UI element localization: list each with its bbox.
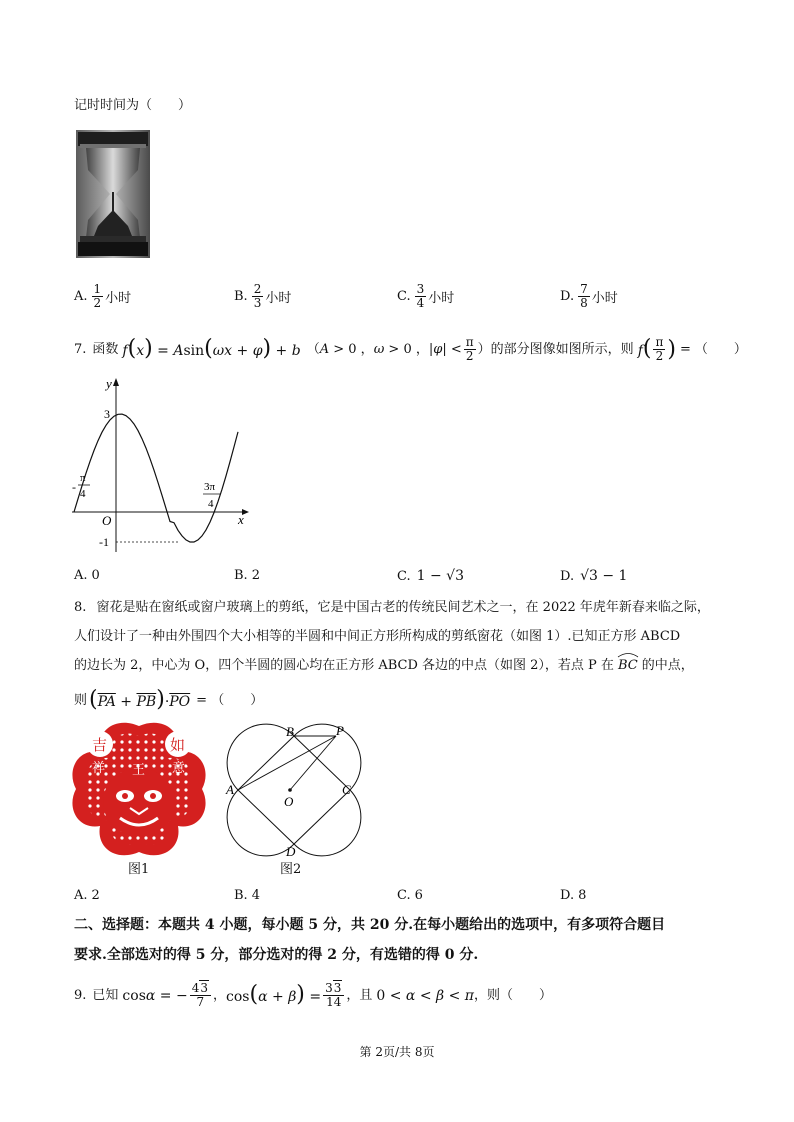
segment-po [290, 736, 336, 790]
section2-line2: 要求.全部选对的得 5 分，部分选对的得 2 分，有选错的得 0 分. [74, 947, 479, 963]
geometry-figure [222, 722, 362, 858]
x-axis-label: x [238, 512, 244, 527]
q6-stem-end: 记时时间为（ ） [74, 98, 192, 113]
label-p: P [336, 723, 344, 738]
label-a: A [226, 782, 234, 797]
paper-cut-figure [70, 722, 208, 856]
fraction: $\frac{33}{14}$ [323, 982, 344, 1009]
fig1-char-wang: 王 [132, 763, 146, 778]
fraction: $\frac{43}{7}$ [190, 982, 211, 1009]
q8-line2: 人们设计了一种由外围四个大小相等的半圆和中间正方形所构成的剪纸窗花（如图 1）.已知正方形 ABCD [74, 629, 681, 644]
y-axis-arrow [113, 378, 119, 386]
q7-target-expr: f( [637, 336, 652, 361]
arc-bc: BC [618, 656, 638, 676]
q8-option-d[interactable]: D. 8 [560, 888, 587, 903]
q9-stem: 9. 已知 cosα = − $\frac{43}{7}$ ， cos(α + β) = $\frac{33}{14}$ ，且 0 < α < β < π ，则（ ） [74, 981, 552, 1009]
label-b: B [286, 724, 294, 739]
right-label-den: 4 [208, 498, 214, 510]
q7-option-d[interactable]: D. √3 − 1 [560, 568, 628, 584]
q8-vector-expr: $(\overline{PA} + \overline{PB})\cdot\overline{PO}$ [89, 687, 191, 712]
q9-cos-sum: cos(α + β) = [226, 982, 322, 1007]
q7-conditions: （A > 0 ，ω > 0 ，|φ| < [306, 341, 462, 357]
q7-stem: 7. 函数 f(x) = Asin(ωx + φ) + b （A > 0 ，ω > 0 ，|φ| < $\frac{\pi}{2}$ ） 的部分图像如图所示，则 f( $\frac{\pi}{2}$ ) = （ ） [74, 335, 747, 363]
fig1-char-yi: 意 [172, 761, 186, 776]
q8-option-c[interactable]: C. 6 [397, 888, 423, 903]
y-axis-label: y [106, 376, 112, 391]
label-c: C [342, 782, 351, 797]
q8-line3: 的边长为 2，中心为 O，四个半圆的圆心均在正方形 ABCD 各边的中点（如图 2），若点 P 在 BC 的中点， [74, 656, 694, 676]
q9-cos-alpha: cosα = − [122, 987, 188, 1004]
q7-graph [66, 374, 252, 560]
fraction: $\frac{\pi}{2}$ [655, 335, 664, 363]
fig1-char-ru: 如 [170, 736, 186, 754]
y-max-label: 3 [104, 407, 110, 421]
q8-option-a[interactable]: A. 2 [74, 888, 100, 903]
semicircle-bc [294, 724, 361, 790]
q7-option-c[interactable]: C. 1 − √3 [397, 568, 464, 584]
fig1-char-xiang: 祥 [92, 761, 106, 776]
q6-option-d[interactable]: D. $\frac{7}{8}$ 小时 [560, 282, 618, 310]
q8-line4: 则 $(\overline{PA} + \overline{PB})\cdot\overline{PO}$ = （ ） [74, 687, 264, 712]
point-o [288, 788, 292, 792]
q9-range: 0 < α < β < π [376, 987, 474, 1004]
origin-label: O [102, 513, 112, 528]
q8-option-b[interactable]: B. 4 [234, 888, 260, 903]
fraction: $\frac{2}{3}$ [253, 282, 262, 310]
sine-curve [74, 414, 238, 542]
q7-option-a[interactable]: A. 0 [74, 568, 100, 583]
fraction: $\frac{1}{2}$ [93, 282, 102, 310]
hourglass-image [76, 130, 150, 258]
semicircle-cd [294, 790, 361, 856]
q6-option-a[interactable]: A. $\frac{1}{2}$ 小时 [74, 282, 132, 310]
fraction: $\frac{\pi}{2}$ [465, 335, 474, 363]
fig1-char-ji: 吉 [92, 736, 108, 754]
fraction: $\frac{7}{8}$ [580, 282, 588, 310]
q7-function-expr: f(x) = Asin(ωx + φ) + b [122, 336, 301, 361]
fig1-caption: 图1 [128, 862, 150, 877]
q8-line1: 8. 窗花是贴在窗纸或窗户玻璃上的剪纸，它是中国古老的传统民间艺术之一，在 2022 年虎年新春来临之际， [74, 600, 710, 615]
square-abcd [238, 736, 350, 844]
semicircle-ab [227, 724, 294, 790]
q6-option-b[interactable]: B. $\frac{2}{3}$ 小时 [234, 282, 292, 310]
section2-line1: 二、选择题：本题共 4 小题，每小题 5 分，共 20 分.在每小题给出的选项中，有多项符合题目 [74, 917, 666, 933]
left-label-sign: - [72, 480, 76, 494]
label-d: D [286, 844, 296, 858]
fraction: $\frac{3}{4}$ [416, 282, 425, 310]
page-footer: 第 2页/共 8页 [359, 1045, 435, 1059]
right-label-num: 3π [204, 481, 216, 493]
q6-option-c[interactable]: C. $\frac{3}{4}$ 小时 [397, 282, 455, 310]
q7-option-b[interactable]: B. 2 [234, 568, 260, 583]
left-label-den: 4 [80, 488, 86, 500]
fig2-caption: 图2 [280, 862, 302, 877]
left-label-num: π [80, 472, 86, 484]
label-o: O [284, 794, 294, 809]
y-min-label: -1 [99, 535, 109, 549]
